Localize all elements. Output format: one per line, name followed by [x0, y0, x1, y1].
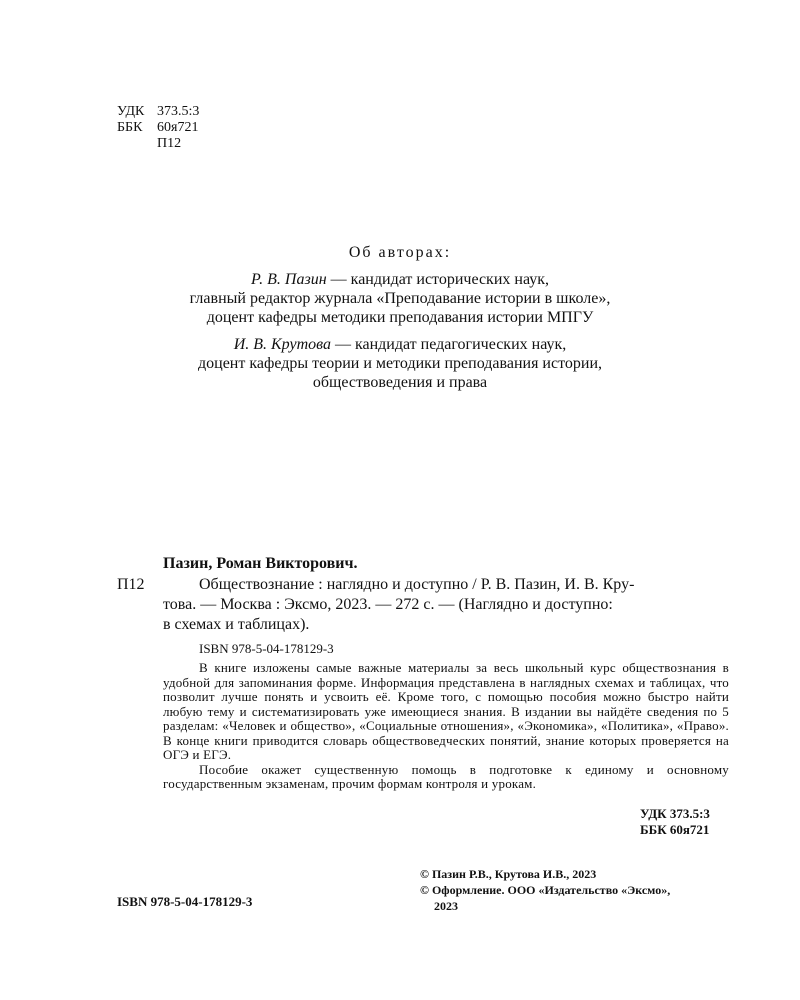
- about-heading: Об авторах:: [348, 244, 452, 261]
- biblio-isbn: ISBN 978-5-04-178129-3: [199, 641, 334, 656]
- biblio-line-3: в схемах и таблицах).: [163, 616, 310, 633]
- copyright-block: [420, 866, 670, 914]
- udk-label: УДК: [117, 104, 145, 119]
- author1-name: Р. В. Пазин: [250, 271, 327, 288]
- classification-bbk: ББК 60я721: [640, 822, 710, 837]
- footer-isbn: ISBN 978-5-04-178129-3: [117, 894, 253, 909]
- biblio-author: Пазин, Роман Викторович.: [163, 555, 358, 572]
- author1-position: главный редактор журнала «Преподавание истории в школе»,: [189, 290, 611, 307]
- annotation-paragraph-1: В книге изложены самые важные материалы за весь школьный курс обществознания в удобной для запоминания форме. Информация представлена в наглядных схемах и таблицах, что позволит лучше понять и усвоить её. Кроме того, с помощью пособия можно быстро найти любую тему и систематизировать уже имеющиеся знания. В издании вы найдёте сведения по 5 разделам: «Человек и общество», «Социальные отношения», «Экономика», «Политика», «Право». В конце книги приводится словарь обществоведческих понятий, знание которых проверяется на ОГЭ и ЕГЭ.: [163, 660, 729, 762]
- about-authors: [120, 243, 680, 392]
- author-mark-row: [117, 136, 199, 152]
- udk-value: 373.5:3: [157, 104, 200, 119]
- author2-department: обществоведения и права: [312, 374, 488, 391]
- author2-name: И. В. Крутова: [233, 336, 331, 353]
- annotation: [163, 661, 729, 792]
- bbk-label: ББК: [117, 120, 143, 135]
- classification-block: [640, 806, 710, 838]
- copyright-authors: © Пазин Р.В., Крутова И.В., 2023: [420, 867, 597, 881]
- copyright-design: © Оформление. ООО «Издательство «Эксмо»,: [420, 883, 671, 897]
- author1-department: доцент кафедры методики преподавания истории МПГУ: [206, 309, 594, 326]
- author1-degree: — кандидат исторических наук,: [326, 271, 550, 288]
- author-mark: П12: [157, 136, 182, 151]
- author2-degree: — кандидат педагогических наук,: [330, 336, 567, 353]
- bbk-value: 60я721: [157, 120, 199, 135]
- biblio-mark: П12: [117, 576, 145, 593]
- biblio-line-2: това. — Москва : Эксмо, 2023. — 272 с. — (Наглядно и доступно:: [163, 596, 613, 613]
- author2-position: доцент кафедры теории и методики преподавания истории,: [197, 355, 602, 372]
- biblio-line-1: Обществознание : наглядно и доступно / Р. В. Пазин, И. В. Кру-: [199, 576, 635, 593]
- author2-info: [120, 335, 680, 392]
- biblio-record: [163, 575, 729, 635]
- author1-info: [120, 270, 680, 327]
- copyright-design-year: 2023: [434, 899, 458, 913]
- udk-row: [117, 104, 199, 120]
- bbk-row: [117, 120, 199, 136]
- classification-udk: УДК 373.5:3: [640, 806, 710, 821]
- index-block: [117, 104, 199, 152]
- annotation-paragraph-2: Пособие окажет существенную помощь в подготовке к единому и основному государственным экзаменам, прочим формам контроля и урокам.: [163, 761, 729, 791]
